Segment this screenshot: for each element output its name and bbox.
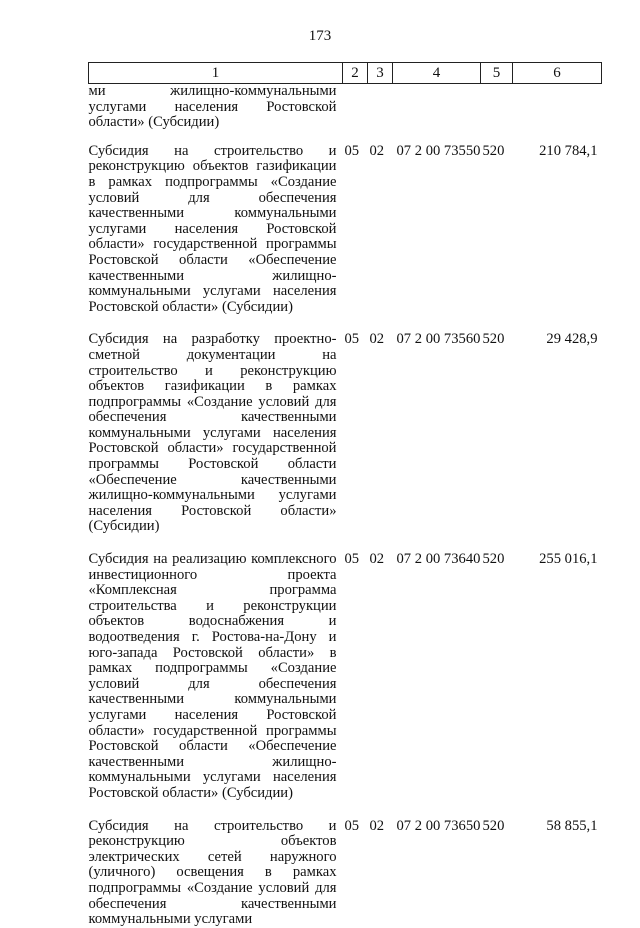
header-col-3: 3 <box>368 63 393 84</box>
row-pr: 02 <box>369 331 385 348</box>
row-vr: 520 <box>482 142 505 159</box>
row-pr: 02 <box>369 551 385 568</box>
header-col-1: 1 <box>89 63 343 84</box>
header-col-2: 2 <box>343 63 368 84</box>
table-row <box>89 550 602 817</box>
row-vr: 520 <box>482 331 505 348</box>
header-col-4: 4 <box>393 63 481 84</box>
row-csr: 07 2 00 73650 <box>396 817 481 834</box>
row-description: Субсидия на реализацию комплексного инвестиционного проекта «Комплексная программа строительства и реконструкции объектов водоснабжения и водоотведения г. Ростова-на-Дону и юго-запада Ростовской области» в рамках подпрограммы «Создание условий для обеспечения качественными коммунальными услугами населения Ростовской области» государственной программы Ростовской области «Обеспечение качественными жилищно-коммунальными услугами населения Ростовской области» (Субсидии) <box>88 551 337 801</box>
row-amount: 29 428,9 <box>546 331 598 348</box>
row-rz: 05 <box>344 142 360 159</box>
table-row-continuation <box>89 84 602 142</box>
row-vr: 520 <box>482 551 505 568</box>
header-col-5: 5 <box>481 63 513 84</box>
row-csr: 07 2 00 73560 <box>396 331 481 348</box>
row-rz: 05 <box>344 331 360 348</box>
row-pr: 02 <box>369 142 385 159</box>
budget-table <box>88 62 602 928</box>
row-description: Субсидия на строительство и реконструкцию объектов газификации в рамках подпрограммы «Создание условий для обеспечения качественными коммунальными услугами населения Ростовской области» государственной программы Ростовской области «Обеспечение качественными жилищно-коммунальными услугами населения Ростовской области» (Субсидии) <box>88 142 337 315</box>
row-csr: 07 2 00 73640 <box>396 551 481 568</box>
table-row <box>89 142 602 331</box>
row-csr: 07 2 00 73550 <box>396 142 481 159</box>
header-col-6: 6 <box>513 63 602 84</box>
table-row <box>89 817 602 928</box>
page-number: 173 <box>308 28 332 44</box>
row-description: Субсидия на строительство и реконструкцию объектов электрических сетей наружного (уличного) освещения в рамках подпрограммы «Создание условий для обеспечения качественными коммунальными услугами <box>88 817 337 928</box>
row-amount: 255 016,1 <box>539 551 598 568</box>
row-amount: 58 855,1 <box>546 817 598 834</box>
row-amount: 210 784,1 <box>539 142 598 159</box>
row-pr: 02 <box>369 817 385 834</box>
row-description: Субсидия на разработку проектно-сметной документации на строительство и реконструкцию объектов газификации в рамках подпрограммы «Создание условий для обеспечения качественными коммунальными услугами населения Ростовской области» государственной программы Ростовской области «Обеспечение качественными жилищно-коммунальными услугами населения Ростовской области» (Субсидии) <box>88 331 337 535</box>
table-header-row <box>89 63 602 84</box>
continuation-description: ми жилищно-коммунальными услугами населения Ростовской области» (Субсидии) <box>88 83 337 131</box>
row-rz: 05 <box>344 551 360 568</box>
row-vr: 520 <box>482 817 505 834</box>
table-row <box>89 330 602 550</box>
row-rz: 05 <box>344 817 360 834</box>
